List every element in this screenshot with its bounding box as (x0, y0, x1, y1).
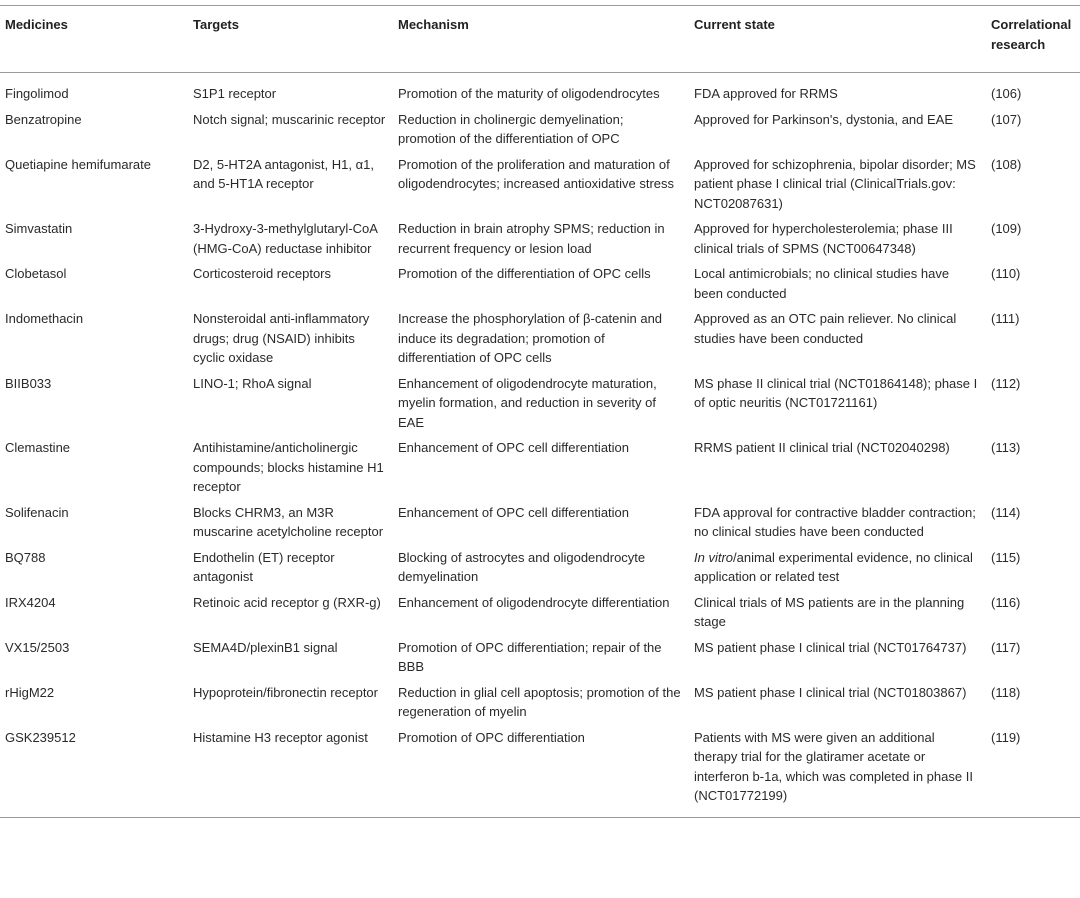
current-state-cell (689, 683, 986, 728)
target-cell: Notch signal; muscarinic receptor (193, 111, 386, 127)
table-row (0, 503, 1080, 548)
current-state-text: Approved for schizophrenia, bipolar disorder; MS patient phase I clinical trial (ClinicalTrials.gov: NCT02087631) (694, 156, 976, 211)
mechanism-cell: Promotion of the differentiation of OPC cells (398, 266, 651, 281)
medicine-cell: BQ788 (5, 549, 46, 565)
current-state-cell (689, 374, 986, 439)
current-state-cell (689, 264, 986, 309)
mechanism-cell: Reduction in brain atrophy SPMS; reduction in recurrent frequency or lesion load (398, 221, 665, 256)
table-row (0, 264, 1080, 309)
current-state-text: MS phase II clinical trial (NCT01864148); phase I of optic neuritis (NCT01721161) (694, 375, 978, 410)
mechanism-cell: Enhancement of OPC cell differentiation (398, 440, 630, 455)
current-state-text: Approved as an OTC pain reliever. No clinical studies have been conducted (694, 311, 957, 346)
target-cell: Corticosteroid receptors (193, 266, 331, 281)
header-correlational-research: Correlational research (991, 17, 1072, 52)
header-row (0, 6, 1080, 73)
current-state-text: MS patient phase I clinical trial (NCT01803867) (694, 684, 967, 700)
drug-table (0, 5, 1080, 818)
medicine-cell: IRX4204 (5, 594, 56, 610)
target-cell: 3-Hydroxy-3-methylglutaryl-CoA (HMG-CoA) reductase inhibitor (193, 221, 378, 256)
mechanism-cell: Blocking of astrocytes and oligodendrocyte demyelination (398, 549, 646, 584)
current-state-text: Patients with MS were given an additional therapy trial for the glatiramer acetate or interferon b-1a, which was completed in phase II (NCT01772199) (694, 729, 973, 803)
table-row (0, 593, 1080, 638)
current-state-text: FDA approval for contractive bladder contraction; no clinical studies have been conducted (694, 504, 976, 539)
header-targets: Targets (193, 17, 239, 32)
current-state-text: Approved for Parkinson's, dystonia, and EAE (694, 111, 954, 127)
medicine-cell: Clemastine (5, 440, 71, 455)
mechanism-cell: Promotion of OPC differentiation; repair of the BBB (398, 639, 662, 674)
target-cell: Nonsteroidal anti-inflammatory drugs; drug (NSAID) inhibits cyclic oxidase (193, 311, 370, 365)
table-row (0, 438, 1080, 503)
current-state-text: RRMS patient II clinical trial (NCT02040298) (694, 440, 950, 455)
reference-cell: (110) (991, 266, 1021, 281)
reference-cell: (119) (991, 729, 1021, 745)
target-cell: Histamine H3 receptor agonist (193, 729, 368, 745)
table-row (0, 219, 1080, 264)
table-row (0, 728, 1080, 818)
current-state-cell (689, 503, 986, 548)
current-state-text: Clinical trials of MS patients are in the planning stage (694, 594, 965, 629)
mechanism-cell: Promotion of the maturity of oligodendrocytes (398, 86, 660, 101)
mechanism-cell: Increase the phosphorylation of β-catenin and induce its degradation; promotion of differentiation of OPC cells (398, 311, 663, 365)
table-header (0, 6, 1080, 73)
medicine-cell: Indomethacin (5, 311, 84, 326)
mechanism-cell: Promotion of OPC differentiation (398, 729, 585, 745)
medicine-cell: Simvastatin (5, 221, 73, 236)
current-state-cell (689, 309, 986, 374)
current-state-cell (689, 155, 986, 220)
header-mechanism: Mechanism (398, 17, 469, 32)
medicine-cell: rHigM22 (5, 684, 55, 700)
reference-cell: (111) (991, 311, 1020, 326)
target-cell: Blocks CHRM3, an M3R muscarine acetylcholine receptor (193, 504, 384, 539)
reference-cell: (114) (991, 504, 1021, 520)
reference-cell: (113) (991, 440, 1021, 455)
current-state-cell (689, 73, 986, 110)
target-cell: Hypoprotein/fibronectin receptor (193, 684, 378, 700)
medicine-cell: VX15/2503 (5, 639, 70, 655)
target-cell: Retinoic acid receptor g (RXR-g) (193, 594, 381, 610)
medicine-cell: Benzatropine (5, 111, 82, 127)
current-state-text: /animal experimental evidence, no clinical application or related test (694, 549, 973, 584)
medicine-cell: BIIB033 (5, 375, 52, 391)
current-state-cell (689, 110, 986, 155)
target-cell: Antihistamine/anticholinergic compounds; blocks histamine H1 receptor (193, 440, 384, 494)
target-cell: SEMA4D/plexinB1 signal (193, 639, 338, 655)
target-cell: S1P1 receptor (193, 86, 277, 101)
table-row (0, 73, 1080, 110)
header-medicines: Medicines (5, 17, 68, 32)
mechanism-cell: Enhancement of oligodendrocyte maturation, myelin formation, and reduction in severity of EAE (398, 375, 657, 430)
medicine-cell: Quetiapine hemifumarate (5, 156, 151, 172)
current-state-text: FDA approved for RRMS (694, 86, 838, 101)
table-row (0, 374, 1080, 439)
reference-cell: (108) (991, 156, 1022, 172)
reference-cell: (118) (991, 684, 1021, 700)
mechanism-cell: Enhancement of OPC cell differentiation (398, 504, 630, 520)
reference-cell: (116) (991, 594, 1021, 610)
current-state-text: Approved for hypercholesterolemia; phase III clinical trials of SPMS (NCT00647348) (694, 221, 953, 256)
table-row (0, 110, 1080, 155)
reference-cell: (115) (991, 549, 1021, 565)
table-body (0, 73, 1080, 818)
mechanism-cell: Reduction in cholinergic demyelination; promotion of the differentiation of OPC (398, 111, 624, 146)
reference-cell: (112) (991, 375, 1021, 391)
current-state-cell (689, 438, 986, 503)
target-cell: D2, 5-HT2A antagonist, H1, α1, and 5-HT1A receptor (193, 156, 374, 191)
table-row (0, 683, 1080, 728)
table-row (0, 309, 1080, 374)
mechanism-cell: Enhancement of oligodendrocyte differentiation (398, 594, 670, 610)
table-row (0, 155, 1080, 220)
reference-cell: (109) (991, 221, 1022, 236)
current-state-cell (689, 548, 986, 593)
medicine-cell: Fingolimod (5, 86, 69, 101)
current-state-cell (689, 219, 986, 264)
header-current-state: Current state (694, 17, 775, 32)
current-state-cell (689, 728, 986, 818)
current-state-text: MS patient phase I clinical trial (NCT01764737) (694, 639, 967, 655)
table-row (0, 548, 1080, 593)
current-state-cell (689, 638, 986, 683)
target-cell: Endothelin (ET) receptor antagonist (193, 549, 335, 584)
reference-cell: (107) (991, 111, 1022, 127)
medicine-cell: GSK239512 (5, 729, 76, 745)
reference-cell: (106) (991, 86, 1022, 101)
current-state-italic-text: In vitro (694, 549, 734, 565)
reference-cell: (117) (991, 639, 1021, 655)
current-state-cell (689, 593, 986, 638)
current-state-text: Local antimicrobials; no clinical studies have been conducted (694, 266, 950, 301)
mechanism-cell: Reduction in glial cell apoptosis; promotion of the regeneration of myelin (398, 684, 681, 719)
mechanism-cell: Promotion of the proliferation and maturation of oligodendrocytes; increased antioxidative stress (398, 156, 675, 191)
target-cell: LINO-1; RhoA signal (193, 375, 312, 391)
medicine-cell: Clobetasol (5, 266, 67, 281)
table-row (0, 638, 1080, 683)
medicine-cell: Solifenacin (5, 504, 69, 520)
